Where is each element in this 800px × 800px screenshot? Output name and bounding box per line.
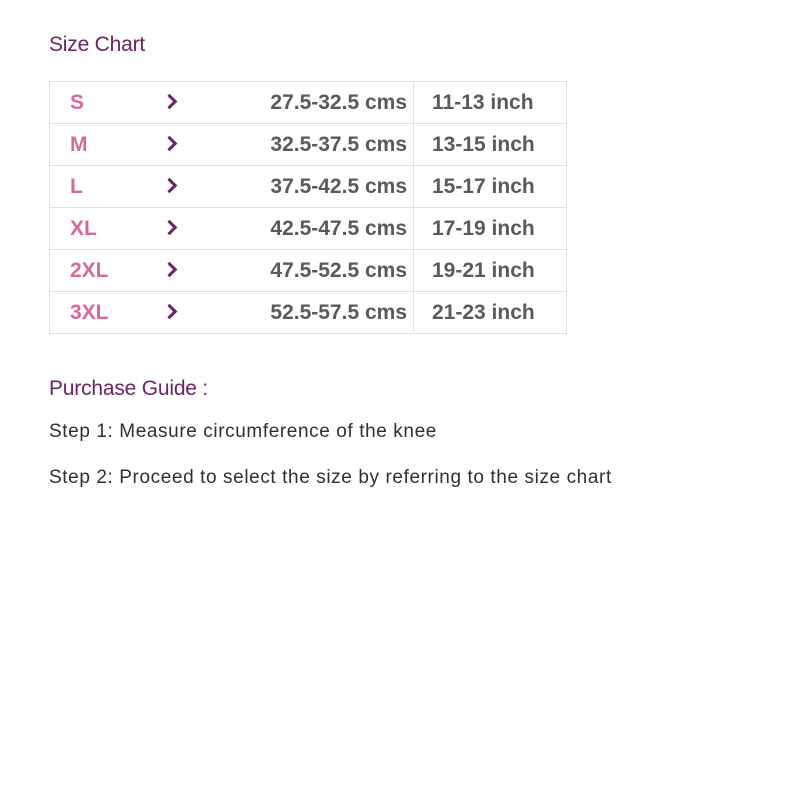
size-cms-range: 42.5-47.5 cms (200, 208, 414, 250)
size-label: 2XL (50, 250, 160, 292)
size-inch-range: 13-15 inch (414, 124, 567, 166)
size-cms-range: 32.5-37.5 cms (200, 124, 414, 166)
size-label: S (50, 82, 160, 124)
chevron-right-icon (161, 135, 177, 151)
purchase-step-1: Step 1: Measure circumference of the knee (49, 421, 437, 442)
size-chart-table (49, 81, 567, 334)
size-inch-range: 11-13 inch (414, 82, 567, 124)
chevron-right-icon (161, 93, 177, 109)
table-row (50, 82, 567, 124)
size-label: M (50, 124, 160, 166)
chevron-right-icon (161, 219, 177, 235)
size-inch-range: 19-21 inch (414, 250, 567, 292)
size-label: 3XL (50, 292, 160, 334)
chevron-right-icon (161, 261, 177, 277)
size-cms-range: 47.5-52.5 cms (200, 250, 414, 292)
size-inch-range: 15-17 inch (414, 166, 567, 208)
chevron-right-icon (161, 303, 177, 319)
table-row (50, 292, 567, 334)
chevron-right-icon (161, 177, 177, 193)
size-cms-range: 52.5-57.5 cms (200, 292, 414, 334)
table-row (50, 208, 567, 250)
size-cms-range: 37.5-42.5 cms (200, 166, 414, 208)
purchase-guide-title: Purchase Guide : (49, 377, 209, 400)
size-chart-title: Size Chart (49, 33, 146, 56)
purchase-step-2: Step 2: Proceed to select the size by referring to the size chart (49, 467, 612, 488)
table-row (50, 124, 567, 166)
size-cms-range: 27.5-32.5 cms (200, 82, 414, 124)
size-inch-range: 21-23 inch (414, 292, 567, 334)
size-label: XL (50, 208, 160, 250)
table-row (50, 166, 567, 208)
size-inch-range: 17-19 inch (414, 208, 567, 250)
table-row (50, 250, 567, 292)
size-label: L (50, 166, 160, 208)
